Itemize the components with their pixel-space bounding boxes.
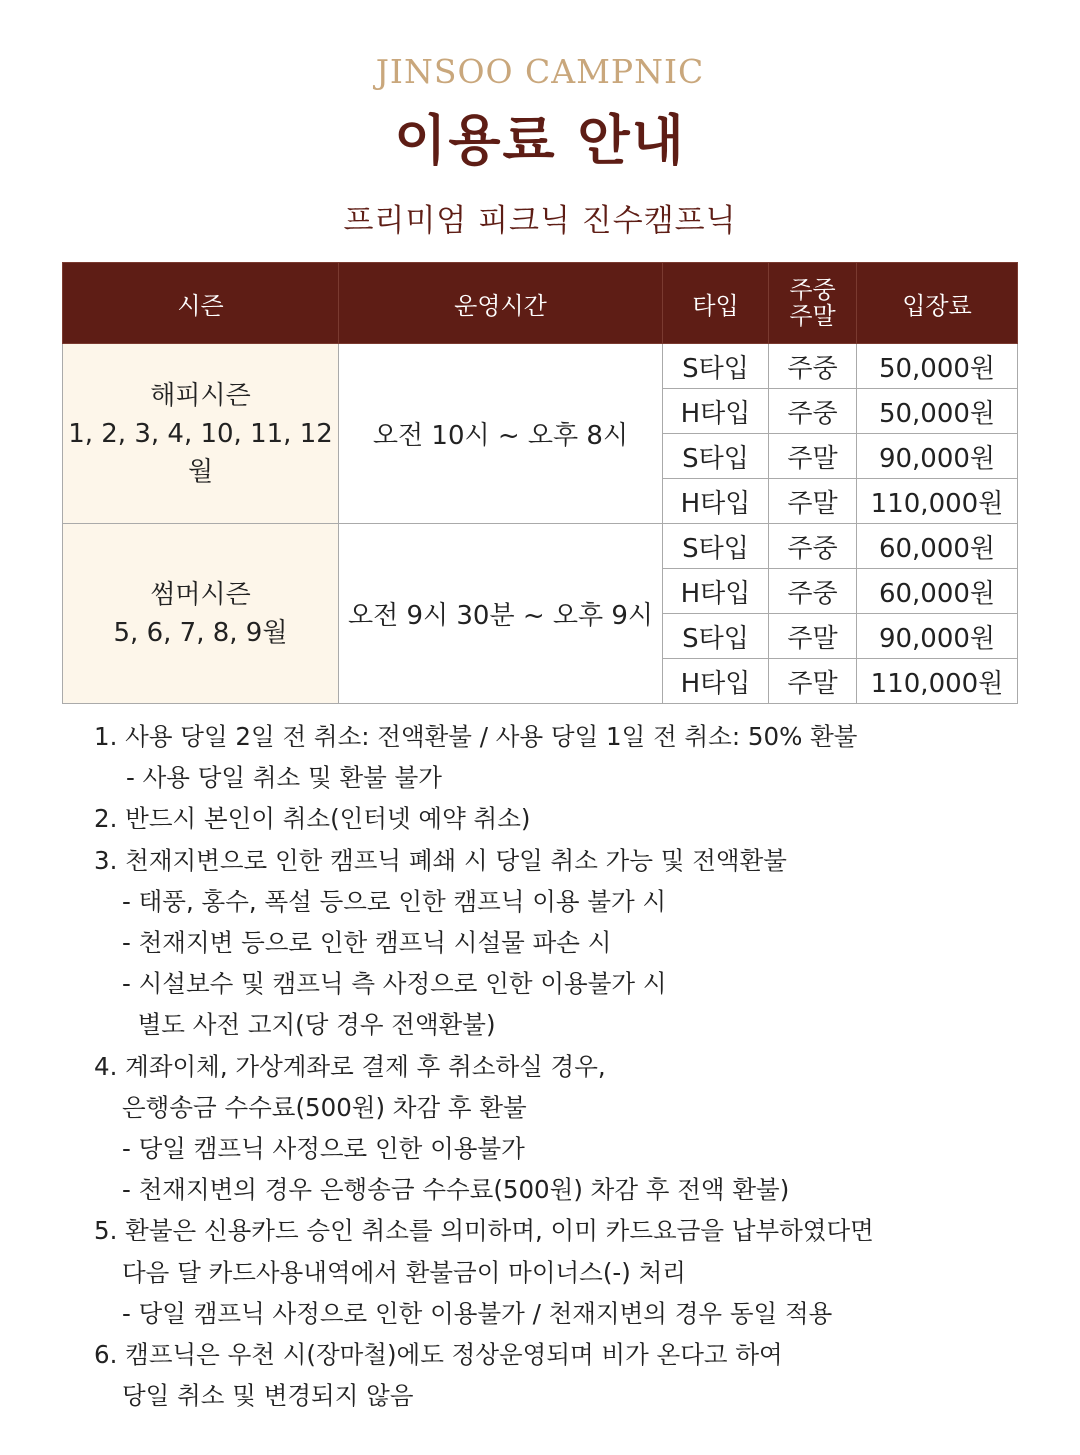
note-line: 다음 달 카드사용내역에서 환불금이 마이너스(-) 처리 (122, 1257, 686, 1287)
type-cell: H타입 (663, 479, 769, 524)
page-title: 이용료 안내 (394, 109, 686, 172)
note-line: - 천재지변 등으로 인한 캠프닉 시설물 파손 시 (122, 928, 612, 958)
note-line: 별도 사전 고지(당 경우 전액환불) (122, 1010, 496, 1040)
day-cell: 주중 (769, 569, 857, 614)
type-cell: S타입 (663, 614, 769, 659)
type-cell: H타입 (663, 569, 769, 614)
season-name: 해피시즌 (150, 380, 251, 411)
type-cell: S타입 (663, 344, 769, 389)
note-line: - 시설보수 및 캠프닉 측 사정으로 인한 이용불가 시 (122, 969, 667, 999)
note-line: - 사용 당일 취소 및 환불 불가 (126, 763, 442, 793)
note-line: 5. 환불은 신용카드 승인 취소를 의미하며, 이미 카드요금을 납부하였다면 (94, 1216, 874, 1246)
day-cell: 주말 (769, 614, 857, 659)
note-line: 6. 캠프닉은 우천 시(장마철)에도 정상운영되며 비가 온다고 하여 (94, 1340, 783, 1370)
type-cell: S타입 (663, 524, 769, 569)
header-weekend-label: 주말 (789, 302, 836, 330)
policy-notes (94, 716, 1014, 1416)
header-weekday-label: 주중 (789, 276, 836, 304)
brand-name: JINSOO CAMPNIC (375, 52, 705, 91)
season-cell-summer (63, 524, 339, 704)
page-subtitle: 프리미엄 피크닉 진수캠프닉 (343, 203, 737, 239)
day-cell: 주말 (769, 434, 857, 479)
fee-cell: 90,000원 (857, 614, 1018, 659)
header-season: 시즌 (63, 263, 339, 344)
fee-cell: 110,000원 (857, 479, 1018, 524)
season-name: 썸머시즌 (150, 579, 251, 610)
type-cell: H타입 (663, 659, 769, 704)
fee-cell: 110,000원 (857, 659, 1018, 704)
fee-table (62, 262, 1018, 704)
season-months: 1, 2, 3, 4, 10, 11, 12월 (68, 418, 333, 487)
fee-cell: 90,000원 (857, 434, 1018, 479)
day-cell: 주중 (769, 344, 857, 389)
note-line: - 당일 캠프닉 사정으로 인한 이용불가 (122, 1134, 525, 1164)
note-line: 4. 계좌이체, 가상계좌로 결제 후 취소하실 경우, (94, 1051, 606, 1081)
table-row (63, 524, 1018, 569)
note-line: - 당일 캠프닉 사정으로 인한 이용불가 / 천재지변의 경우 동일 적용 (122, 1298, 833, 1328)
hours-cell: 오전 9시 30분 ~ 오후 9시 (339, 524, 663, 704)
note-line: 3. 천재지변으로 인한 캠프닉 폐쇄 시 당일 취소 가능 및 전액환불 (94, 845, 787, 875)
day-cell: 주말 (769, 659, 857, 704)
header-weekday-weekend (769, 263, 857, 344)
note-line: - 천재지변의 경우 은행송금 수수료(500원) 차감 후 전액 환불) (122, 1175, 790, 1205)
fee-cell: 60,000원 (857, 569, 1018, 614)
header-fee: 입장료 (857, 263, 1018, 344)
header-type: 타입 (663, 263, 769, 344)
fee-cell: 50,000원 (857, 389, 1018, 434)
hours-cell: 오전 10시 ~ 오후 8시 (339, 344, 663, 524)
note-line: 2. 반드시 본인이 취소(인터넷 예약 취소) (94, 804, 531, 834)
type-cell: S타입 (663, 434, 769, 479)
fee-table-header (63, 263, 1018, 344)
note-line: 당일 취소 및 변경되지 않음 (122, 1381, 414, 1411)
fee-cell: 60,000원 (857, 524, 1018, 569)
table-row (63, 344, 1018, 389)
type-cell: H타입 (663, 389, 769, 434)
day-cell: 주말 (769, 479, 857, 524)
note-line: - 태풍, 홍수, 폭설 등으로 인한 캠프닉 이용 불가 시 (122, 886, 667, 916)
fee-cell: 50,000원 (857, 344, 1018, 389)
header-hours: 운영시간 (339, 263, 663, 344)
season-months: 5, 6, 7, 8, 9월 (113, 617, 288, 648)
note-line: 1. 사용 당일 2일 전 취소: 전액환불 / 사용 당일 1일 전 취소: 50% 환불 (94, 722, 858, 751)
day-cell: 주중 (769, 389, 857, 434)
day-cell: 주중 (769, 524, 857, 569)
season-cell-happy (63, 344, 339, 524)
note-line: 은행송금 수수료(500원) 차감 후 환불 (122, 1092, 527, 1122)
